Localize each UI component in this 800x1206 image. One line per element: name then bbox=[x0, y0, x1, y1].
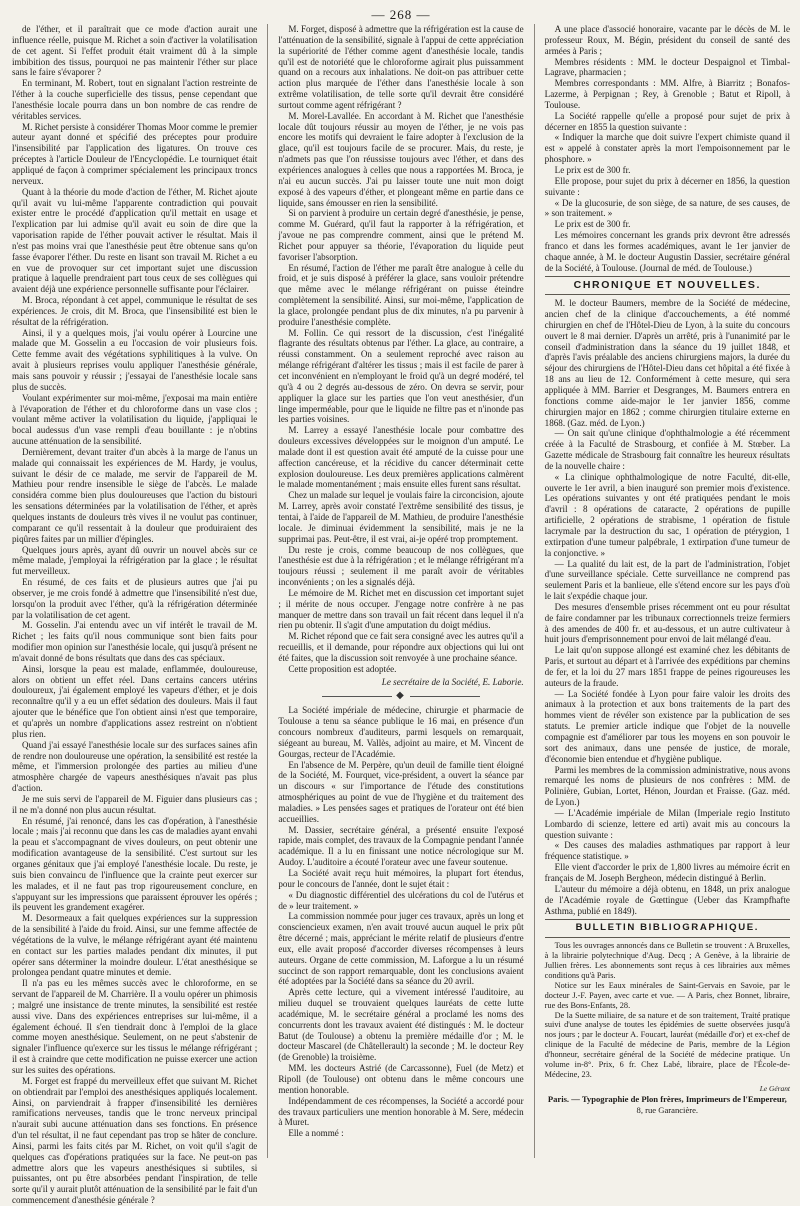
paragraph: Dernièrement, devant traiter d'un abcès à la marge de l'anus un malade qui connaissait les expériences de M. Hardy, je voulus, suivant le désir de ce malade, me servir de l'appareil de M. Mathieu pour rendre insensible le siège de l'abcès. Le malade considéra comme bien plus douloureuses que l'action du bistouri les sensations déterminées par la volatilisation de l'éther, et après quelques instants de douleurs très vives il ne voulut pas continuer, comparant ce qu'il ressentait à la douleur que produiraient des piqûres faites par un millier d'épingles. bbox=[12, 446, 258, 544]
horizontal-rule bbox=[545, 937, 790, 938]
paragraph: Les mémoires concernant les grands prix devront être adressés franco et dans les formes académiques, avant le 1er janvier de chaque année, à M. le docteur Augustin Dassier, secrétaire général de la Société, à Toulouse. (Journal de méd. de Toulouse.) bbox=[544, 230, 790, 273]
paragraph: Quant à la théorie du mode d'action de l'éther, M. Richet ajoute qu'il avait vu lui-même l'apparente contradiction qui pouvait exister entre le procédé d'application qu'il mettait en usage et l'explication par lui admise qu'il avait eu soin de dire que la vaporisation rapide de l'éther pouvait activer le résultat. Mais il n'est pas moins vrai que l'anesthésie peut être obtenue sans qu'on fasse évaporer l'éther. Du reste en lisant son travail M. Richet a eu en vue de provoquer sur cet important sujet une discussion pratique à laquelle prendraient part tous ceux de ses collègues qui avaient déjà une expérience personnelle suffisante pour l'éclairer. bbox=[12, 186, 258, 295]
section-heading: BULLETIN BIBLIOGRAPHIQUE. bbox=[575, 922, 759, 934]
paragraph: De la Suette miliaire, de sa nature et de son traitement, Traité pratique suivi d'une analyse de toutes les épidémies de suette observées jusqu'à nos jours ; par le docteur A. Foucart, lauréat (médaille d'or) et ex-chef de clinique de la Faculté de médecine de Paris, membre de la Légion d'honneur, secrétaire général de la Société de médecine pratique. Un volume in-8°. Prix, 6 fr. Chez Labé, libraire, place de l'École-de-Médecine, 23. bbox=[544, 1010, 790, 1079]
paragraph: A une place d'associé honoraire, vacante par le décès de M. le professeur Roux, M. Bégin, président du conseil de santé des armées à Paris ; bbox=[544, 24, 790, 56]
paragraph: Quelques jours après, ayant dû ouvrir un nouvel abcès sur ce même malade, j'employai la réfrigération par la glace ; le résultat fut merveilleux. bbox=[12, 544, 258, 577]
paragraph: de l'éther, et il paraîtrait que ce mode d'action aurait une influence réelle, puisque M. Richet a soin d'activer la volatilisation de cet agent. Si l'effet produit était vraiment dû à la simple imbibition des tissus, pourquoi ne pas maintenir l'éther sur place sans le faire s'évaporer ? bbox=[12, 24, 258, 78]
imprint bbox=[545, 1084, 790, 1116]
paragraph: — La qualité du lait est, de la part de l'administration, l'objet d'une surveillance spéciale. Cette surveillance ne comprend pas seulement Paris et la banlieue, elle s'étend encore sur les pays d'où le lait s'expédie chaque jour. bbox=[544, 558, 790, 602]
page-number: — 268 — bbox=[371, 7, 431, 22]
paragraph: En résumé, j'ai renoncé, dans les cas d'opération, à l'anesthésie locale ; mais j'ai reconnu que dans les cas de maladies ayant envahi la peau et s'accompagnant de vives douleurs, on peut obtenir une modification avantageuse de la sensibilité. C'est surtout sur les organes génitaux que j'ai employé l'anesthésie locale. Du reste, je suis bien convaincu de l'influence que la crainte peut exercer sur les malades, et il ne faut pas trop rigoureusement conclure, en s'appuyant sur les impressions que paraissent éprouver les opérés ; ils peuvent les grandement exagérer. bbox=[12, 815, 258, 913]
column-divider bbox=[534, 24, 535, 1158]
column-3 bbox=[545, 24, 790, 1158]
paragraph: « Du diagnostic différentiel des ulcérations du col de l'utérus et de » leur traitement. » bbox=[278, 889, 524, 911]
section-heading: CHRONIQUE ET NOUVELLES. bbox=[573, 279, 761, 292]
paragraph: Parmi les membres de la commission administrative, nous avons remarqué les noms de plusieurs de nos confrères : MM. de Polinière, Gubian, Lortet, Hénon, Jourdan et Fraisse. (Gaz. méd. de Lyon.) bbox=[544, 764, 790, 808]
paragraph: En l'absence de M. Perpère, qu'un deuil de famille tient éloigné de la Société, M. Fourquet, vice-président, a ouvert la séance par un discours « sur l'importance de l'étude des constitutions atmosphériques au point de vue de l'hygiène et du traitement des maladies. » Les pensées sages et pratiques de l'orateur ont été bien accueillies. bbox=[278, 759, 524, 824]
column-2 bbox=[278, 24, 523, 1158]
imprint-gerant: Le Gérant bbox=[759, 1083, 790, 1093]
paragraph: La Société rappelle qu'elle a proposé pour sujet de prix à décerner en 1855 la question suivante : bbox=[544, 110, 790, 132]
paragraph: Chez un malade sur lequel je voulais faire la circoncision, ajoute M. Larrey, après avoir constaté l'extrême sensibilité des tissus, je tentai, à l'aide de l'appareil de M. Mathieu, de produire l'anesthésie locale. Je diminuai évidemment la sensibilité, mais je ne la supprimai pas. Peut-être, il est vrai, ai-je opéré trop promptement. bbox=[278, 490, 524, 544]
paragraph: La Société avait reçu huit mémoires, la plupart fort étendus, pour le concours de l'année, dont le sujet était : bbox=[278, 867, 524, 889]
paragraph: « Indiquer la marche que doit suivre l'expert chimiste quand il est » appelé à constater après la mort l'empoisonnement par le phosphore. » bbox=[544, 132, 790, 165]
paragraph: Indépendamment de ces récompenses, la Société a accordé pour des travaux particuliers une mention honorable à M. Sere, médecin à Muret. bbox=[278, 1095, 524, 1128]
columns bbox=[12, 24, 790, 1206]
paragraph: M. Broca, répondant à cet appel, communique le résultat de ses expériences. Je crois, dit M. Broca, que l'insensibilité est bien le résultat de la réfrigération. bbox=[12, 295, 258, 327]
paragraph: La commission nommée pour juger ces travaux, après un long et consciencieux examen, n'en avait trouvé aucun auquel le prix pût être décerné ; mais, appréciant le mérite relatif de plusieurs d'entre eux, elle avait proposé d'accorder diverses récompenses à leurs auteurs. Organe de cette commission, M. Laforgue a lu un résumé succinct de son rapport remarquable, dont les conclusions avaient été adoptées par la Société dans sa séance du 20 avril. bbox=[278, 911, 524, 987]
paragraph: Ainsi, il y a quelques mois, j'ai voulu opérer à Lourcine une malade que M. Gosselin a eu l'occasion de voir plusieurs fois. Cette femme avait des végétations syphilitiques à la vulve. On avait à plusieurs reprises voulu appliquer l'anesthésie générale, mais sans pouvoir y réussir ; j'essayai de l'anesthésie locale sans plus de succès. bbox=[12, 327, 258, 392]
paragraph: Le prix est de 300 fr. bbox=[554, 164, 631, 175]
paragraph: Des mesures d'ensemble prises récemment ont eu pour résultat de faire condamner par les tribunaux correctionnels treize fermiers à des amendes de 400 fr. et au-dessous, et un autre cultivateur à huit jours d'emprisonnement pour envoi de lait mélangé d'eau. bbox=[544, 601, 790, 645]
paragraph: Notice sur les Eaux minérales de Saint-Gervais en Savoie, par le docteur J.-F. Payen, avec carte et vue. — A Paris, chez Bonnet, libraire, rue des Bons-Enfants, 28. bbox=[544, 980, 790, 1010]
paragraph: Voulant expérimenter sur moi-même, j'exposai ma main entière à l'évaporation de l'éther et du chloroforme dans un vase clos ; voulant même activer la volatilisation du liquide, j'appliquai le bocal audessus d'un vase rempli d'eau bouillante : je n'obtins aucune atténuation de la sensibilité. bbox=[12, 392, 258, 447]
paragraph: Il n'a pas eu les mêmes succès avec le chloroforme, en se servant de l'appareil de M. Charrière. Il a voulu opérer un phimosis ; malgré une insistance de trente minutes, la sensibilité est restée aussi vive. Dans des expériences entreprises sur lui-même, il a également échoué. Il s'en tiendrait donc à l'emploi de la glace comme moyen anesthésique. Seulement, on ne peut s'abstenir de signaler l'influence qu'exerce sur les tissus le mélange réfrigérant ; il est à craindre que cette modification ne puisse exercer une action sur les suites des opérations. bbox=[12, 978, 258, 1075]
horizontal-rule bbox=[545, 294, 790, 295]
paragraph: En terminant, M. Robert, tout en signalant l'action restreinte de l'éther à la couche superficielle des tissus, pense cependant que l'anesthésie locale pourra dans un bon nombre de cas rendre de véritables services. bbox=[12, 78, 258, 121]
paragraph: M. Desormeaux a fait quelques expériences sur la suppression de la sensibilité à l'aide du froid. Ainsi, sur une femme affectée de végétations de la vulve, le mélange réfrigérant ayant été maintenu en contact sur les parties malades pendant dix minutes, il put opérer sans déterminer la moindre douleur. L'état anesthésique se prolongea pendant quatre minutes et demie. bbox=[12, 913, 258, 978]
imprint-line1: Paris. — Typographie de Plon frères, Imprimeurs de l'Empereur, bbox=[547, 1094, 787, 1105]
paragraph: Le lait qu'on suppose allongé est examiné chez les débitants de Paris, et surtout au départ et à l'arrivée des expéditions par chemins de fer, et la loi du 27 mars 1851 frappe de peines rigoureuses les auteurs de la fraude. bbox=[544, 645, 790, 688]
paragraph: Elle propose, pour sujet du prix à décerner en 1856, la question suivante : bbox=[544, 175, 790, 197]
paragraph: MM. les docteurs Astrié (de Carcassonne), Fuel (de Metz) et Ripoll (de Toulouse) ont obtenu dans le même concours une mention honorable. bbox=[278, 1063, 524, 1095]
paragraph: M. Larrey a essayé l'anesthésie locale pour combattre des douleurs excessives développées sur le moignon d'un amputé. Le malade dont il est question avait été amputé de la cuisse pour une affection cancéreuse, et la récidive du cancer déterminait cette explosion douloureuse. Les deux premières applications calmèrent le malade momentanément ; mais ensuite elles furent sans résultat. bbox=[278, 425, 524, 490]
section-ornament: ◆ bbox=[278, 691, 523, 702]
paragraph: Si on parvient à produire un certain degré d'anesthésie, je pense, comme M. Guérard, qu'il faut la rapporter à la réfrigération, et j'avoue ne pas comprendre comment, ainsi que le prétend M. Richet pour appuyer sa théorie, l'évaporation du liquide peut favoriser l'absorption. bbox=[278, 208, 524, 262]
paragraph: M. le docteur Baumers, membre de la Société de médecine, ancien chef de la clinique d'accouchements, a été nommé chirurgien en chef de l'Hôtel-Dieu de Lyon, à la suite du concours ouvert le 8 mai dernier. D'après un arrêté, pris à l'unanimité par le conseil d'administration dans la séance du 19 juillet 1848, et d'après l'avis préalable des anciens chirurgiens majors, la durée du séjour des chirurgiens de l'Hôtel-Dieu dans cet hôpital a été fixée à 18 ans au lieu de 12. Conformément à cette mesure, qui sera appliquée à MM. Barrier et Desgranges, M. Baumers entrera en fonctions comme aide-major le 1er janvier 1856, comme chirurgien major en 1862 ; comme chirurgien titulaire externe en 1868. (Gaz. méd. de Lyon.) bbox=[544, 298, 790, 428]
paragraph: M. Gosselin. J'ai entendu avec un vif intérêt le travail de M. Richet ; les faits qu'il nous communique sont bien faits pour modifier mon opinion sur l'anesthésie locale, qui jusqu'à présent ne m'avait donné de bons résultats que dans des cas spéciaux. bbox=[12, 620, 258, 663]
paragraph: M. Richet répond que ce fait sera consigné avec les autres qu'il a recueillis, et il demande, pour répondre aux objections qui lui ont été faites, que la discussion soit renvoyée à une prochaine séance. bbox=[278, 631, 524, 663]
paragraph: Je me suis servi de l'appareil de M. Figuier dans plusieurs cas ; il ne m'a donné non plus aucun résultat. bbox=[12, 793, 258, 815]
horizontal-rule bbox=[545, 276, 790, 277]
paragraph: Quand j'ai essayé l'anesthésie locale sur des surfaces saines afin de rendre non douloureuse une opération, la sensibilité est restée la même, et l'immersion prolongée des parties au milieu d'une atmosphère chargée de vapeurs anesthésiques n'avait pas plus d'action. bbox=[12, 739, 258, 794]
paragraph: M. Dassier, secrétaire général, a présenté ensuite l'exposé rapide, mais complet, des travaux de la Compagnie pendant l'année académique. Il a lu en finissant une notice nécrologique sur M. Audoy. L'auditoire a écouté l'orateur avec une faveur soutenue. bbox=[278, 824, 524, 868]
paragraph: M. Forget est frappé du merveilleux effet que suivant M. Richet on obtiendrait par l'emploi des anesthésiques appliqués localement. Ainsi, on parviendrait à frapper d'insensibilité les dernières ramifications nerveuses, tandis que le tronc nerveux principal n'aurait subi aucune atténuation dans ses fonctions. En présence d'un tel résultat, il ne faut cependant pas trop se hâter de conclure. Ainsi, parmi les faits cités par M. Richet, on voit qu'il s'agit de quelques cas d'opérations pratiquées sur la face. Ne peut-on pas admettre alors que les vapeurs anesthésiques si subtiles, si puissantes, ont pu être absorbées pendant l'inspiration, de telle sorte qu'il y aurait plutôt atténuation de la sensibilité par le fait d'un commencement d'anesthésie générale ? bbox=[12, 1075, 258, 1206]
paragraph: Après cette lecture, qui a vivement intéressé l'auditoire, au milieu duquel se trouvaient quelques lauréats de cette lutte académique, M. le secrétaire général a proclamé les noms des concurrents dont les travaux avaient été distingués : M. le docteur Batut (de Toulouse) a obtenu la première médaille d'or ; M. le docteur Mascarel (de Châtellerault) la seconde ; M. le docteur Rey (de Grenoble) la troisième. bbox=[278, 987, 524, 1063]
paragraph: Tous les ouvrages annoncés dans ce Bulletin se trouvent : A Bruxelles, à la librairie polytechnique d'Aug. Decq ; A Genève, à la librairie de Jullien frères. Les abonnements sont reçus à ces librairies aux mêmes conditions qu'à Paris. bbox=[544, 941, 790, 980]
paragraph: Ainsi, lorsque la peau est malade, enflammée, douloureuse, alors on obtient un effet réel. Dans certains cancers utérins douloureux, j'ai également employé les vapeurs d'éther, et je dois reconnaître qu'il y a eu un effet sédation des douleurs. Mais il faut ajouter que le bénéfice que l'on obtient ainsi n'est que temporaire, et qu'après un nombre d'applications assez restreint on n'obtient plus rien. bbox=[12, 663, 258, 739]
paragraph: M. Richet persiste à considérer Thomas Moor comme le premier auteur ayant donné et spécifié des préceptes pour produire l'insensibilité par l'application des ligatures. On trouve ces préceptes à l'article Douleur de l'Encyclopédie. Le tourniquet était appliqué de façon à comprimer spécialement les principaux troncs nerveux. bbox=[12, 121, 258, 186]
paragraph: Membres résidents : MM. le docteur Despaignol et Timbal-Lagrave, pharmacien ; bbox=[544, 56, 790, 78]
paragraph: En résumé, de ces faits et de plusieurs autres que j'ai pu observer, je me crois fondé à admettre que l'insensibilité n'est due, lorsqu'on la produit avec l'éther, qu'à la réfrigération déterminée par la volatilisation de cet agent. bbox=[12, 577, 258, 620]
paragraph: Du reste je crois, comme beaucoup de nos collègues, que l'anesthésie est due à la réfrigération ; et le mélange réfrigérant m'a toujours réussi ; seulement il me paraît avoir de véritables inconvénients ; on les a signalés déjà. bbox=[278, 544, 524, 588]
paragraph: — L'Académie impériale de Milan (Imperiale regio Instituto Lombardo di scienze, lettere ed arti) avait mis au concours la question suivante : bbox=[544, 807, 790, 840]
imprint-line2: 8, rue Garancière. bbox=[636, 1104, 699, 1115]
paragraph: Cette proposition est adoptée. bbox=[288, 663, 397, 674]
paragraph: M. Follin. Ce qui ressort de la discussion, c'est l'inégalité flagrante des résultats obtenus par l'éther. La glace, au contraire, a réussi constamment. On a seulement reproché avec raison au mélange réfrigérant d'altérer les tissus ; mais il est facile de parer à cet inconvénient en n'employant le froid qu'à un degré modéré, tel qu'à 4 ou 2 degrés au-dessous de zéro. On devra se servir, pour appliquer la glace sur les parties que l'on veut anesthésier, d'un linge imperméable, pour que le liquide ne filtre pas et n'inonde pas les parties voisines. bbox=[278, 327, 524, 425]
horizontal-rule bbox=[545, 919, 790, 920]
paragraph: Membres correspondants : MM. Alfre, à Biarritz ; Bonafos-Lazerme, à Perpignan ; Rey, à Grenoble ; Batut et Ripoll, à Toulouse. bbox=[544, 78, 790, 110]
paragraph: Le prix est de 300 fr. bbox=[554, 219, 631, 230]
paragraph: M. Forget, disposé à admettre que la réfrigération est la cause de l'atténuation de la sensibilité, signale à l'appui de cette appréciation la supériorité de l'éther comme agent d'anesthésie locale, tandis qu'il est de notoriété que le chloroforme agirait plus puissamment quand on a recours aux inhalations. Ne doit-on pas attribuer cette action plus marquée de l'éther dans l'anesthésie locale à son extrême volatilisation, de telle sorte qu'il devrait être considéré surtout comme agent réfrigérant ? bbox=[278, 24, 524, 110]
paragraph: Le mémoire de M. Richet met en discussion cet important sujet ; il mérite de nous occuper. J'engage notre confrère à ne pas manquer de mettre dans son travail un fait récent dans lequel il n'a rien pu obtenir. Il s'agit d'une amputation du doigt médius. bbox=[278, 587, 524, 631]
paragraph: M. Morel-Lavallée. En accordant à M. Richet que l'anesthésie locale dût toujours réussir au moyen de l'éther, je ne vois pas encore les motifs qui devraient le faire adopter à l'exclusion de la glace, qu'il est toujours facile de se procurer. Mais, du reste, je n'admets pas que l'on réussisse toujours avec l'éther, et dans des expériences analogues à celles que nous a rapportées M. Broca, je n'ai eu aucun succès. J'ai pu laisser toute une nuit mon doigt exposé à des vapeurs d'éther, et plongeant même en partie dans ce liquide, sans émousser en rien la sensibilité. bbox=[278, 110, 524, 208]
paragraph: En résumé, l'action de l'éther me paraît être analogue à celle du froid, et je suis disposé à préférer la glace, sans vouloir prétendre que même avec le mélange réfrigérant on puisse éteindre complètement la sensibilité. Ainsi, sur moi-même, l'application de la glace, prolongée pendant plus de dix minutes, n'a pu parvenir à produire l'anesthésie complète. bbox=[278, 262, 524, 327]
paragraph: La Société impériale de médecine, chirurgie et pharmacie de Toulouse a tenu sa séance publique le 16 mai, en présence d'un concours nombreux d'auditeurs, parmi lesquels on remarquait, siégeant au bureau, M. Vallès, adjoint au maire, et M. Vincent de Gourgas, recteur de l'Académie. bbox=[278, 705, 524, 759]
paragraph: — On sait qu'une clinique d'ophthalmologie a été récemment créée à la Faculté de Strasbourg, et confiée à M. Stœber. La Gazette médicale de Strasbourg fait connaître les heureux résultats de la nouvelle chaire : bbox=[544, 428, 790, 471]
paragraph: Elle a nommé : bbox=[288, 1128, 344, 1139]
paragraph: L'auteur du mémoire a déjà obtenu, en 1848, un prix analogue de l'Académie royale de Gœttingue (Ueber das Krampfhafte Asthma, publié en 1849). bbox=[544, 883, 790, 916]
paragraph: « La clinique ophthalmologique de notre Faculté, dit-elle, ouverte le 1er avril, a bien inauguré son premier mois d'existence. Les opérations suivantes y ont été pratiquées pendant le mois d'avril : 8 opérations de cataracte, 2 opérations de pupille artificielle, 2 opérations de strabisme, 1 opération de fistule lacrymale par la destruction du sac, 1 opération de ptérygion, 1 extirpation d'une tumeur palpébrale, 1 extirpation d'une tumeur de la conjonctive. » bbox=[544, 471, 790, 558]
column-1 bbox=[12, 24, 258, 1206]
paragraph: Elle vient d'accorder le prix de 1,800 livres au mémoire écrit en français de M. Joseph Bergheon, médecin distingué à Berlin. bbox=[544, 862, 790, 883]
paragraph: — La Société fondée à Lyon pour faire valoir les droits des animaux à la protection et aux bons traitements de la part des hommes vient de révéler son existence par la publication de ses statuts. Le premier article indique que l'objet de la nouvelle compagnie est d'améliorer par tous les moyens en son pouvoir le sort des animaux, dans une pensée de justice, de morale, d'économie bien entendue et d'hygiène publique. bbox=[544, 688, 790, 764]
paragraph: Le secrétaire de la Société, E. Laborie. bbox=[381, 676, 524, 687]
paragraph: « De la glucosurie, de son siège, de sa nature, de ses causes, de » son traitement. » bbox=[544, 197, 790, 219]
paragraph: « Des causes des maladies asthmatiques par rapport à leur fréquence statistique. » bbox=[544, 840, 790, 862]
column-divider bbox=[267, 24, 268, 1158]
